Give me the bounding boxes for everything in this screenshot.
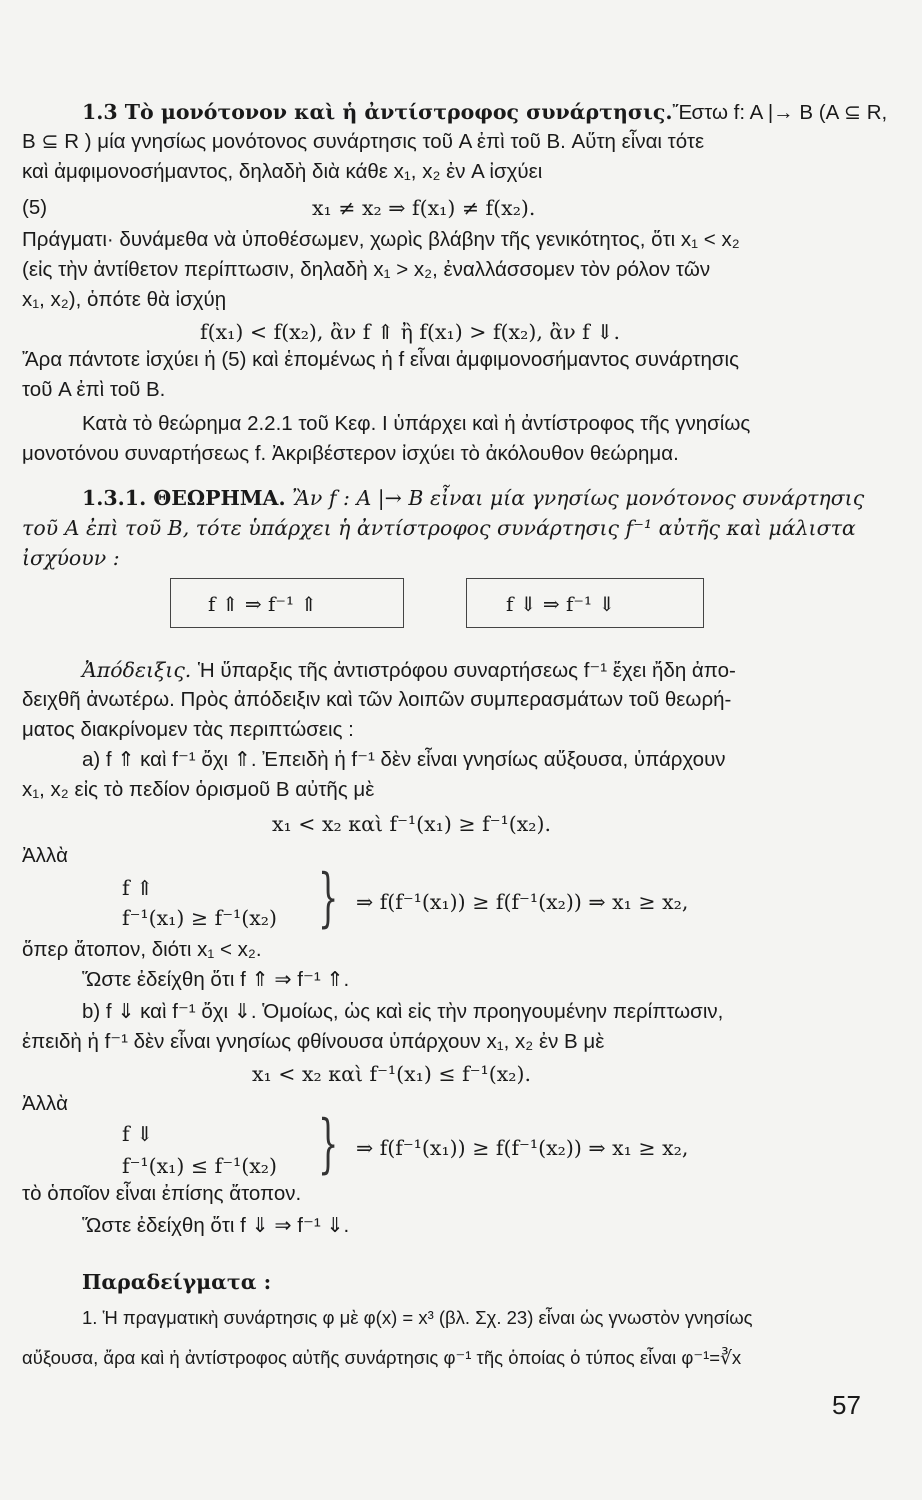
case-a-premise-1: f ⇑ [122, 876, 154, 900]
case-b-condition: x₁ < x₂ καὶ f⁻¹(x₁) ≤ f⁻¹(x₂). [252, 1062, 532, 1086]
theorem-box-decreasing-text: f ⇓ ⇒ f⁻¹ ⇓ [506, 592, 616, 616]
example-1-line-1: 1. Ἡ πραγματικὴ συνάρτησις φ μὲ φ(x) = x³ (βλ. Σχ. 23) εἶναι ὡς γνωστὸν γνησίως [82, 1307, 753, 1328]
theorem-line-1 [82, 484, 864, 512]
monotone-inequality: f(x₁) < f(x₂), ἂν f ⇑ ἢ f(x₁) > f(x₂), ἂν f ⇓. [200, 320, 620, 344]
case-b-line-2: ἐπειδὴ ἡ f⁻¹ δὲν εἶναι γνησίως φθίνουσα ὑπάρχουν x₁, x₂ ἐν B μὲ [22, 1030, 605, 1053]
example-1-line-2: αὔξουσα, ἄρα καὶ ἡ ἀντίστροφος αὐτῆς συνάρτησις φ⁻¹ τῆς ὁποίας ὁ τύπος εἶναι φ⁻¹=∛x [22, 1347, 742, 1368]
equation-label-5: (5) [22, 196, 48, 219]
case-b-conclusion: ⇒ f(f⁻¹(x₁)) ≥ f(f⁻¹(x₂)) ⇒ x₁ ≥ x₂, [356, 1136, 689, 1160]
section-line-11: τοῦ A ἐπὶ τοῦ B. [22, 378, 166, 401]
proof-text-3: ματος διακρίνομεν τὰς περιπτώσεις : [22, 718, 354, 741]
section-line-13: μονοτόνου συναρτήσεως f. Ἀκριβέστερον ἰσχύει τὸ ἀκόλουθον θεώρημα. [22, 442, 679, 465]
proof-line-1 [82, 656, 736, 685]
section-line-2: B ⊆ R ) μία γνησίως μονότονος συνάρτησις τοῦ A ἐπὶ τοῦ B. Αὕτη εἶναι τότε [22, 130, 705, 153]
theorem-statement-1: Ἂν f : A |→ B εἶναι μία γνησίως μονότονος συνάρτησις [292, 486, 865, 510]
case-a-qed: Ὥστε ἐδείχθη ὅτι f ⇑ ⇒ f⁻¹ ⇑. [82, 968, 350, 991]
case-a-premise-2: f⁻¹(x₁) ≥ f⁻¹(x₂) [122, 906, 278, 930]
case-a-brace: } [318, 861, 339, 935]
proof-text-1: Ἡ ὕπαρξις τῆς ἀντιστρόφου συναρτήσεως f⁻¹ ἔχει ἤδη ἀπο- [197, 659, 736, 682]
section-line-7: (εἰς τὴν ἀντίθετον περίπτωσιν, δηλαδὴ x₁ > x₂, ἐναλλάσσομεν τὸν ρόλον τῶν [22, 258, 711, 281]
case-b-line: b) f ⇓ καὶ f⁻¹ ὄχι ⇓. Ὁμοίως, ὡς καὶ εἰς τὴν προηγουμένην περίπτωσιν, [82, 1000, 724, 1023]
section-line-10: Ἄρα πάντοτε ἰσχύει ἡ (5) καὶ ἑπομένως ἡ f εἶναι ἀμφιμονοσήμαντος συνάρτησις [22, 348, 739, 371]
case-b-qed: Ὥστε ἐδείχθη ὅτι f ⇓ ⇒ f⁻¹ ⇓. [82, 1214, 350, 1237]
section-line-12: Κατὰ τὸ θεώρημα 2.2.1 τοῦ Κεφ. I ὑπάρχει καὶ ἡ ἀντίστροφος τῆς γνησίως [82, 412, 751, 435]
case-a-line-2: x₁, x₂ εἰς τὸ πεδίον ὁρισμοῦ B αὐτῆς μὲ [22, 778, 375, 801]
theorem-box-increasing-text: f ⇑ ⇒ f⁻¹ ⇑ [208, 592, 318, 616]
section-heading-line [82, 98, 887, 127]
case-a-alla: Ἀλλὰ [22, 844, 69, 867]
case-a-conclusion: ⇒ f(f⁻¹(x₁)) ≥ f(f⁻¹(x₂)) ⇒ x₁ ≥ x₂, [356, 890, 689, 914]
proof-label: Ἀπόδειξις. [82, 658, 192, 682]
section-line-1: Ἔστω f: A |→ B (A ⊆ R, [672, 101, 888, 124]
theorem-statement-3: ἰσχύουν : [22, 546, 120, 570]
case-b-premise-1: f ⇓ [122, 1122, 154, 1146]
case-b-premise-2: f⁻¹(x₁) ≤ f⁻¹(x₂) [122, 1154, 278, 1178]
section-heading: 1.3 Τὸ μονότονον καὶ ἡ ἀντίστροφος συνάρτησις. [82, 100, 673, 124]
case-a-condition: x₁ < x₂ καὶ f⁻¹(x₁) ≥ f⁻¹(x₂). [272, 812, 552, 836]
proof-text-2: δειχθῆ ἀνωτέρω. Πρὸς ἀπόδειξιν καὶ τῶν λοιπῶν συμπερασμάτων τοῦ θεωρή- [22, 688, 732, 711]
page-number: 57 [832, 1390, 861, 1420]
case-b-absurd: τὸ ὁποῖον εἶναι ἐπίσης ἄτοπον. [22, 1182, 302, 1205]
equation-5: x₁ ≠ x₂ ⇒ f(x₁) ≠ f(x₂). [312, 196, 536, 220]
section-line-6: Πράγματι· δυνάμεθα νὰ ὑποθέσωμεν, χωρὶς βλάβην τῆς γενικότητος, ὅτι x₁ < x₂ [22, 228, 740, 251]
section-line-8: x₁, x₂), ὁπότε θὰ ἰσχύῃ [22, 288, 227, 311]
case-b-alla: Ἀλλὰ [22, 1092, 69, 1115]
case-a-line: a) f ⇑ καὶ f⁻¹ ὄχι ⇑. Ἐπειδὴ ἡ f⁻¹ δὲν εἶναι γνησίως αὔξουσα, ὑπάρχουν [82, 748, 726, 771]
theorem-statement-2: τοῦ A ἐπὶ τοῦ B, τότε ὑπάρχει ἡ ἀντίστροφος συνάρτησις f⁻¹ αὐτῆς καὶ μάλιστα [22, 516, 856, 540]
theorem-label: 1.3.1. ΘΕΩΡΗΜΑ. [82, 486, 286, 510]
examples-heading: Παραδείγματα : [82, 1270, 272, 1294]
case-b-brace: } [318, 1107, 339, 1181]
section-line-3: καὶ ἀμφιμονοσήμαντος, δηλαδὴ διὰ κάθε x₁, x₂ ἐν A ἰσχύει [22, 160, 543, 183]
case-a-absurd: ὅπερ ἄτοπον, διότι x₁ < x₂. [22, 938, 262, 961]
